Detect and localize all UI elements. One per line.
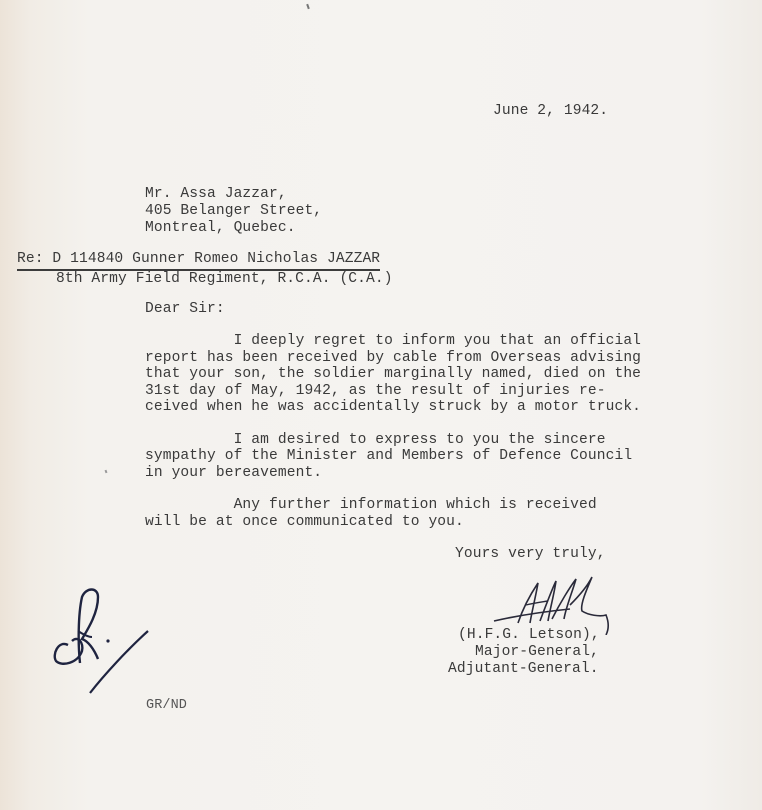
paragraph-line: that your son, the soldier marginally named, died on the [145, 366, 642, 382]
paragraph-line: I am desired to express to you the sincere [145, 432, 606, 448]
signatory-name: (H.F.G. Letson), [458, 627, 600, 643]
paragraph-line: sympathy of the Minister and Members of Defence Council [145, 448, 633, 464]
signatory-title: Adjutant-General. [448, 661, 599, 677]
paragraph-line: report has been received by cable from Overseas advising [145, 350, 642, 366]
handwritten-initials-icon [48, 585, 158, 700]
subject-block [17, 251, 393, 288]
recipient-name: Mr. Assa Jazzar, [145, 186, 287, 202]
salutation: Dear Sir: [145, 301, 225, 317]
recipient-street: 405 Belanger Street, [145, 203, 323, 219]
paper-speck [105, 470, 108, 474]
paragraph-line: Any further information which is received [145, 497, 597, 513]
subject-line: Re: D 114840 Gunner Romeo Nicholas JAZZAR [17, 251, 380, 271]
letter-date: June 2, 1942. [493, 103, 609, 119]
paper-speck [306, 4, 310, 9]
subject-unit-line: 8th Army Field Regiment, R.C.A. (C.A.) [56, 271, 393, 287]
paragraph-line: will be at once communicated to you. [145, 514, 464, 530]
paragraph-line: I deeply regret to inform you that an official [145, 333, 642, 349]
recipient-city: Montreal, Quebec. [145, 220, 296, 236]
signatory-rank: Major-General, [475, 644, 600, 660]
paragraph-line: in your bereavement. [145, 465, 323, 481]
paragraph-line: ceived when he was accidentally struck by a motor truck. [145, 399, 642, 415]
reference-initials: GR/ND [146, 698, 188, 713]
handwritten-signature-icon [490, 575, 620, 635]
closing: Yours very truly, [455, 546, 606, 562]
paragraph-line: 31st day of May, 1942, as the result of injuries re- [145, 383, 606, 399]
